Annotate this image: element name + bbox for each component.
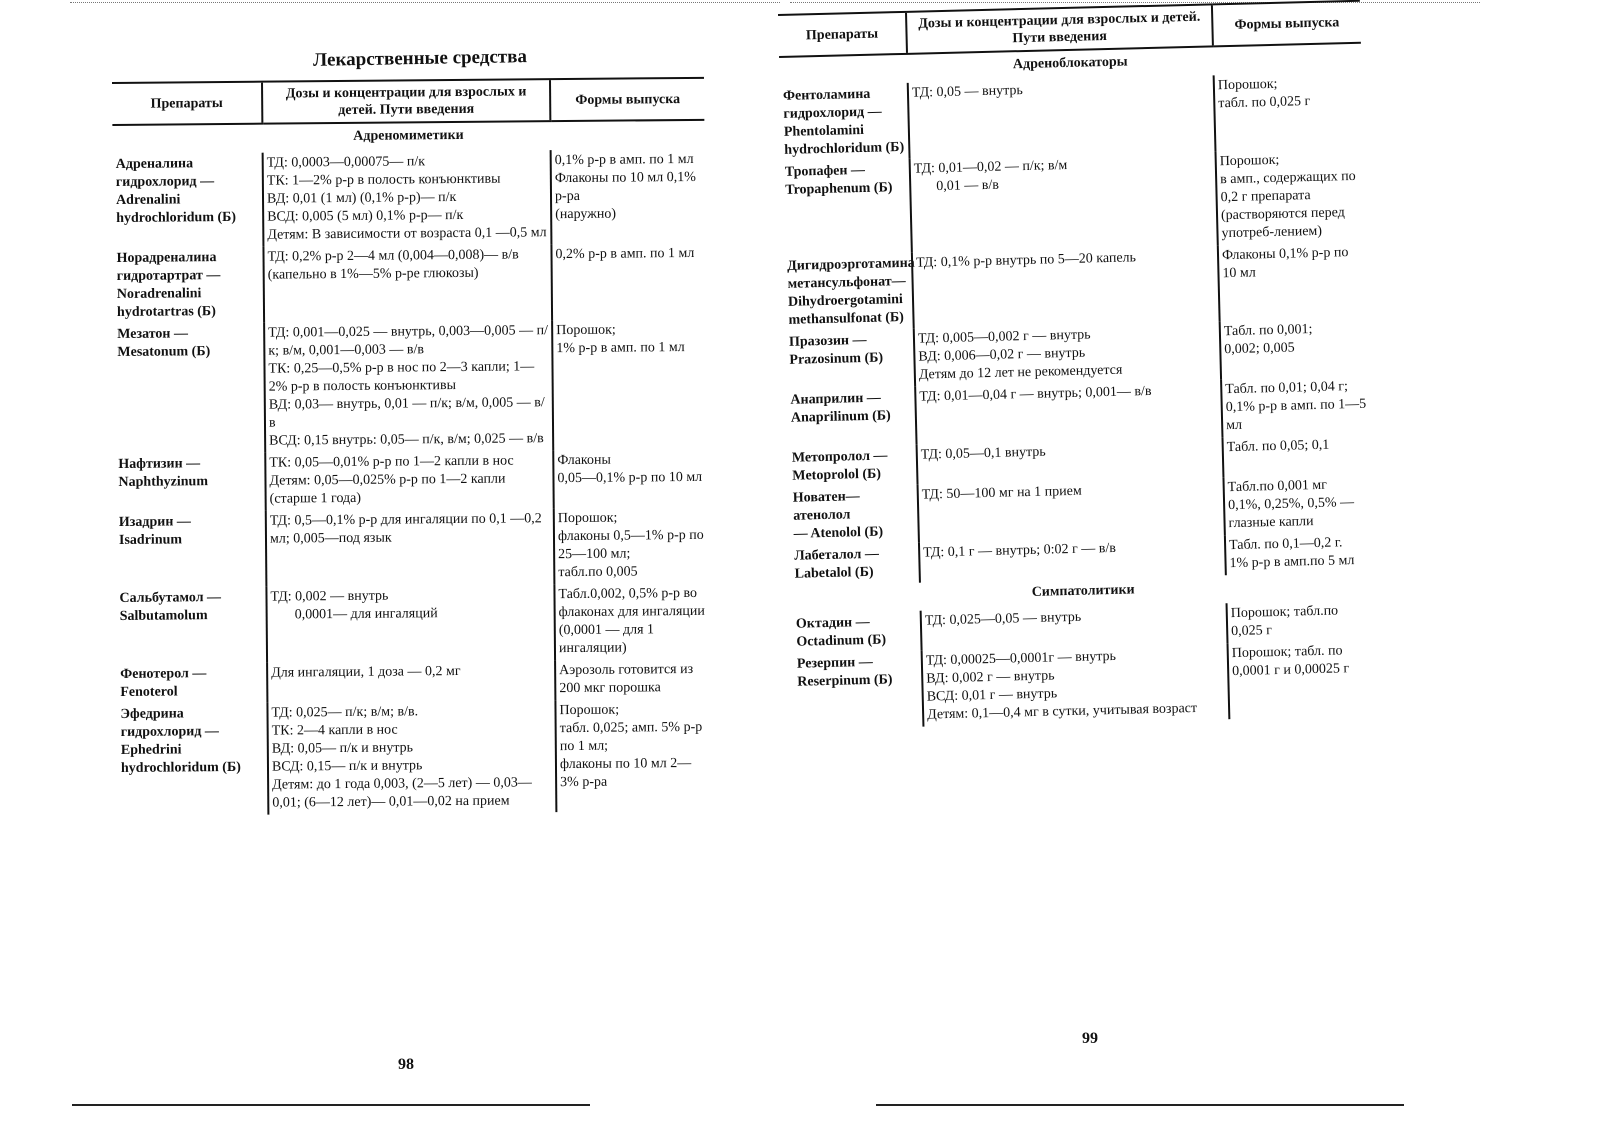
drug-name-cell	[113, 247, 264, 324]
drug-name-cell	[117, 663, 267, 704]
drug-name-line: Лабеталол —	[794, 546, 880, 564]
drug-name-line: Fenoterol	[120, 684, 178, 700]
drug-name-line: Фентоламина	[782, 86, 871, 104]
drug-name-line: Metoprolol (Б)	[792, 466, 882, 484]
drug-name-line: Ephedrini	[120, 742, 182, 758]
table-row	[784, 242, 1368, 332]
form-line: 0,025 г	[1231, 623, 1273, 640]
drug-name-cell	[780, 83, 910, 162]
drug-name-line: гидротартрат —	[116, 268, 221, 284]
dose-line: ТД: 0,00025—0,0001г — внутрь	[925, 648, 1117, 669]
drug-name-line: Noradrenalini	[116, 286, 202, 302]
form-line: Порошок;	[1219, 152, 1280, 170]
form-line: 0,0001 г и 0,00025 г	[1232, 661, 1350, 680]
drug-name-line: гидрохлорид —	[120, 724, 219, 740]
drug-name-cell	[115, 453, 266, 512]
form-cell	[553, 449, 708, 508]
dose-line: Для ингаляции, 1 доза — 0,2 мг	[271, 663, 461, 681]
drug-name-line: Naphthyzinum	[118, 474, 209, 490]
dose-line: Детям до 12 лет не рекомендуется	[918, 362, 1123, 383]
dose-line: ТК: 0,05—0,01% р-р по 1—2 капли в нос	[269, 453, 514, 471]
dose-cell	[915, 379, 1222, 444]
dose-line: ТД: 0,1 г — внутрь; 0:02 г — в/в	[923, 540, 1117, 561]
drug-name-line: Reserpinum (Б)	[797, 672, 893, 690]
dose-line: ВСД: 0,15— п/к и внутрь	[271, 758, 423, 775]
dose-line: ТК: 0,25—0,5% р-р в нос по 2—3 капли; 1—2% р-р в полость конъюнктивы	[268, 359, 535, 395]
table-row	[116, 583, 709, 664]
dose-cell	[266, 508, 555, 587]
drug-name-cell	[114, 323, 265, 454]
dose-line: ТД: 0,05 — внутрь	[911, 83, 1024, 101]
form-line: Флаконы 0,1% р-р по 10 мл	[1221, 245, 1349, 282]
dose-cell	[263, 150, 552, 247]
bottom-rule	[876, 1104, 1404, 1106]
dose-line: ТД: 0,5—0,1% р-р для ингаляции по 0,1 —0,2 мл; 0,005—под язык	[269, 511, 542, 547]
form-line: 0,002; 0,005	[1224, 340, 1295, 358]
dose-cell	[912, 245, 1220, 328]
dose-line: ТД: 0,05—0,1 внутрь	[920, 444, 1046, 463]
dose-line: ТД: 0,025— п/к; в/м; в/в.	[271, 704, 419, 721]
drug-table-right	[778, 0, 1377, 730]
drug-name-line: гидрохлорид —	[115, 174, 215, 190]
section-title-sympatholytics: Симпатолитики	[1031, 582, 1135, 600]
form-line: флаконы по 10 мл 2—3% р-ра	[559, 755, 692, 791]
form-line: Табл. по 0,05; 0,1	[1226, 437, 1330, 456]
form-line: 1% р-р в амп. по 1 мл	[556, 340, 685, 357]
drug-name-cell	[784, 253, 914, 332]
dose-cell	[263, 244, 552, 323]
dose-line: ВД: 0,05— п/к и внутрь	[271, 740, 414, 757]
page-title: Лекарственные средства	[312, 46, 528, 71]
dose-cell	[264, 320, 553, 453]
drug-name-cell	[791, 543, 920, 586]
form-cell	[1220, 318, 1369, 380]
form-line: Порошок; табл. по	[1231, 643, 1343, 662]
dose-cell	[922, 643, 1230, 726]
form-cell	[1218, 242, 1368, 322]
header-doses: Дозы и концентрации для взрослых и детей. Пути введения	[906, 4, 1213, 53]
drug-name-line: Phentolamini	[783, 122, 865, 140]
dose-line: ТД: 50—100 мг на 1 прием	[921, 483, 1082, 503]
table-row	[114, 319, 707, 454]
drug-name-line: Anaprilinum (Б)	[790, 408, 891, 426]
form-cell	[1214, 72, 1364, 152]
header-drugs: Препараты	[778, 12, 907, 57]
top-edge-dots	[70, 2, 780, 3]
drug-name-line: Эфедрина	[120, 706, 184, 722]
dose-line: ТД: 0,1% р-р внутрь по 5—20 капель	[915, 250, 1137, 271]
drug-name-cell	[113, 153, 264, 248]
drug-name-line: Dihydroergotamini	[787, 292, 904, 310]
dose-cell	[265, 450, 553, 511]
table-row	[782, 148, 1366, 256]
form-cell	[555, 699, 710, 812]
drug-name-line: Изадрин —	[118, 514, 191, 530]
drug-name-line: Сальбутамол —	[119, 590, 222, 606]
form-cell	[1225, 532, 1374, 576]
dose-cell	[914, 321, 1221, 386]
form-line: Флаконы	[557, 452, 611, 469]
dose-line: ВСД: 0,005 (5 мл) 0,1% р-р— п/к	[267, 207, 464, 225]
table-row	[113, 243, 706, 324]
form-line: 0,1%, 0,25%, 0,5% — глазные капли	[1227, 495, 1355, 532]
dose-line: ВСД: 0,01 г — внутрь	[926, 686, 1058, 705]
dose-line: ВД: 0,03— внутрь, 0,01 — п/к; в/м, 0,005 — в/в	[268, 395, 545, 431]
drug-name-cell	[789, 445, 918, 488]
table-row	[117, 699, 710, 816]
dose-line: ВСД: 0,15 внутрь: 0,05— п/к, в/м; 0,025 — в/в	[269, 431, 544, 449]
table-header-row	[112, 78, 704, 125]
page-number: 99	[1082, 1030, 1098, 1047]
form-line: табл.по 0,005	[558, 564, 638, 581]
table-row	[115, 449, 707, 512]
drug-name-line: Mesatonum (Б)	[117, 344, 211, 360]
dose-line: ТК: 2—4 капли в нос	[271, 722, 398, 739]
form-line: Табл. по 0,001;	[1223, 322, 1313, 340]
table-row	[113, 149, 706, 248]
drug-name-line: Норадреналина	[116, 250, 217, 266]
form-line: Табл. по 0,01; 0,04 г;	[1225, 379, 1349, 398]
dose-line: 0,0001— для ингаляций	[294, 606, 438, 623]
drug-name-line: Дигидроэрготамина	[786, 255, 915, 274]
dose-cell	[910, 151, 1218, 252]
dose-line: ВД: 0,006—0,02 г — внутрь	[918, 345, 1086, 365]
drug-name-line: Salbutamolum	[119, 608, 208, 624]
dose-line: ТД: 0,005—0,002 г — внутрь	[917, 327, 1091, 347]
drug-name-line: Анаприлин —	[790, 390, 882, 408]
drug-name-line: метансульфонат—	[787, 273, 906, 292]
drug-name-line: Labetalol (Б)	[794, 564, 874, 582]
dose-line: Детям: до 1 года 0,003, (2—5 лет) — 0,03—0,01; (6—12 лет)— 0,01—0,02 на прием	[272, 775, 532, 811]
drug-name-line: hydrochloridum (Б)	[120, 759, 241, 776]
dose-line: ТД: 0,01—0,02 — п/к; в/м	[913, 157, 1068, 177]
dose-cell	[267, 700, 556, 815]
dose-cell	[908, 75, 1216, 158]
dose-line: ТД: 0,002 — внутрь	[270, 588, 389, 605]
dose-line: ТД: 0,001—0,025 — внутрь, 0,003—0,005 — п/к; в/м, 0,001—0,003 — в/в	[268, 323, 549, 359]
drug-name-cell	[782, 159, 912, 256]
drug-name-line: Празозин —	[788, 332, 867, 350]
form-line: 0,1% р-р в амп. по 1 мл	[554, 151, 694, 169]
form-cell	[1221, 376, 1370, 438]
drug-name-line: hydrotartras (Б)	[116, 304, 216, 320]
dose-line: ТК: 1—2% р-р в полость конъюнктивы	[266, 171, 501, 189]
table-row	[116, 507, 709, 588]
header-doses: Дозы и концентрации для взрослых и детей. Пути введения	[262, 79, 550, 124]
form-cell	[1223, 474, 1372, 536]
form-line: Порошок;	[556, 322, 616, 339]
section-title-adrenoblockers: Адреноблокаторы	[1012, 54, 1128, 73]
form-line: 1% р-р в амп.по 5 мл	[1229, 553, 1355, 572]
form-cell	[555, 659, 709, 700]
drug-table-left	[112, 77, 710, 816]
form-cell	[1215, 148, 1365, 246]
drug-name-cell	[790, 485, 919, 546]
form-line: Порошок;	[1217, 76, 1278, 94]
form-line: Флаконы по 10 мл 0,1% р-ра	[554, 169, 696, 205]
header-forms: Формы выпуска	[1212, 1, 1361, 47]
dose-line: ВД: 0,002 г — внутрь	[926, 668, 1055, 687]
drug-name-cell	[786, 329, 915, 390]
form-line: Табл.по 0,001 мг	[1227, 477, 1328, 496]
dose-line: ТД: 0,2% р-р 2—4 мл (0,004—0,008)— в/в (капельно в 1%—5% р-ре глюкозы)	[267, 247, 519, 283]
form-line: флаконы 0,5—1% р-р по 25—100 мл;	[557, 527, 704, 563]
dose-line: Детям: В зависимости от возраста 0,1 —0,5 мл	[267, 225, 547, 243]
form-cell	[551, 149, 706, 244]
drug-name-line: Нафтизин —	[118, 456, 201, 472]
drug-name-line: гидрохлорид —	[783, 104, 882, 122]
dose-line: ВД: 0,01 (1 мл) (0,1% р-р)— п/к	[266, 190, 457, 207]
table-row	[794, 640, 1378, 730]
form-line: в амп., содержащих по 0,2 г препарата (растворяются перед употреб-лением)	[1219, 168, 1356, 242]
dose-line: Детям: 0,05—0,025% р-р по 1—2 капли (старше 1 года)	[269, 471, 506, 507]
dose-cell	[267, 660, 555, 703]
form-line: Табл. по 0,1—0,2 г.	[1228, 535, 1343, 554]
drug-name-line: Isadrinum	[118, 532, 183, 548]
drug-name-line: Prazosinum (Б)	[789, 350, 884, 368]
drug-name-cell	[787, 387, 916, 448]
dose-line: 0,01 — в/в	[936, 177, 1000, 195]
form-line: 0,05—0,1% р-р по 10 мл	[557, 469, 703, 487]
dose-cell	[266, 584, 555, 663]
form-cell	[1227, 600, 1376, 644]
table-row	[780, 72, 1364, 162]
form-line: табл. 0,025; амп. 5% р-р по 1 мл;	[559, 719, 703, 755]
form-line: (наружно)	[555, 206, 617, 223]
dose-line: ТД: 0,025—0,05 — внутрь	[924, 609, 1082, 629]
top-edge-dots	[790, 2, 1480, 3]
dose-cell	[918, 477, 1225, 542]
drug-name-line: Octadinum (Б)	[796, 632, 887, 650]
form-cell	[552, 319, 707, 450]
form-line: Аэрозоль готовится из 200 мкг порошка	[559, 661, 694, 697]
form-line: Порошок;	[559, 702, 620, 719]
drug-name-cell	[793, 611, 922, 654]
drug-name-line: Тропафен —	[784, 162, 866, 180]
drug-name-line: Октадин —	[795, 614, 870, 632]
section-title-adrenomimetics: Адреномиметики	[353, 127, 464, 144]
dose-line: ТД: 0,01—0,04 г — внутрь; 0,001— в/в	[919, 383, 1152, 405]
bottom-rule	[72, 1104, 590, 1106]
drug-name-line: Резерпин —	[796, 654, 873, 672]
form-line: 0,2% р-р в амп. по 1 мл	[555, 245, 695, 263]
drug-name-line: hydrochloridum (Б)	[116, 209, 237, 226]
drug-name-line: Новатен— атенолол	[792, 489, 860, 524]
form-cell	[1222, 434, 1371, 478]
form-line: Порошок;	[557, 510, 618, 527]
drug-name-line: Адреналина	[115, 156, 194, 172]
drug-name-cell	[794, 651, 924, 730]
drug-name-line: methansulfonat (Б)	[788, 310, 905, 328]
form-line: табл. по 0,025 г	[1218, 94, 1311, 112]
form-line: 0,1% р-р в амп. по 1—5 мл	[1225, 396, 1367, 434]
dose-line: ТД: 0,0003—0,00075— п/к	[266, 154, 426, 171]
right-page	[782, 0, 1600, 1132]
header-drugs: Препараты	[112, 82, 262, 125]
form-cell	[1228, 640, 1378, 720]
drug-name-cell	[116, 587, 267, 664]
drug-name-line: hydrochloridum (Б)	[784, 139, 905, 158]
drug-name-line: — Atenolol (Б)	[793, 524, 884, 542]
dose-line: Детям: 0,1—0,4 мг в сутки, учитывая возраст	[926, 700, 1198, 723]
drug-name-line: Метопролол —	[791, 448, 888, 466]
drug-name-line: Фенотерол —	[120, 666, 207, 682]
table-row	[117, 659, 709, 704]
drug-name-cell	[116, 511, 267, 588]
form-cell	[554, 507, 709, 584]
form-line: Табл.0,002, 0,5% р-р во флаконах для ингаляции (0,0001 — для 1 ингаляции)	[558, 585, 705, 657]
left-page	[0, 0, 790, 1132]
drug-name-cell	[117, 703, 268, 816]
drug-name-line: Adrenalini	[115, 192, 181, 208]
drug-name-line: Tropaphenum (Б)	[785, 180, 893, 198]
header-forms: Формы выпуска	[550, 78, 704, 121]
drug-name-line: Мезатон —	[117, 326, 189, 342]
form-line: Порошок; табл.по	[1230, 603, 1339, 622]
page-number: 98	[398, 1056, 414, 1073]
form-cell	[551, 243, 706, 320]
form-cell	[554, 583, 709, 660]
